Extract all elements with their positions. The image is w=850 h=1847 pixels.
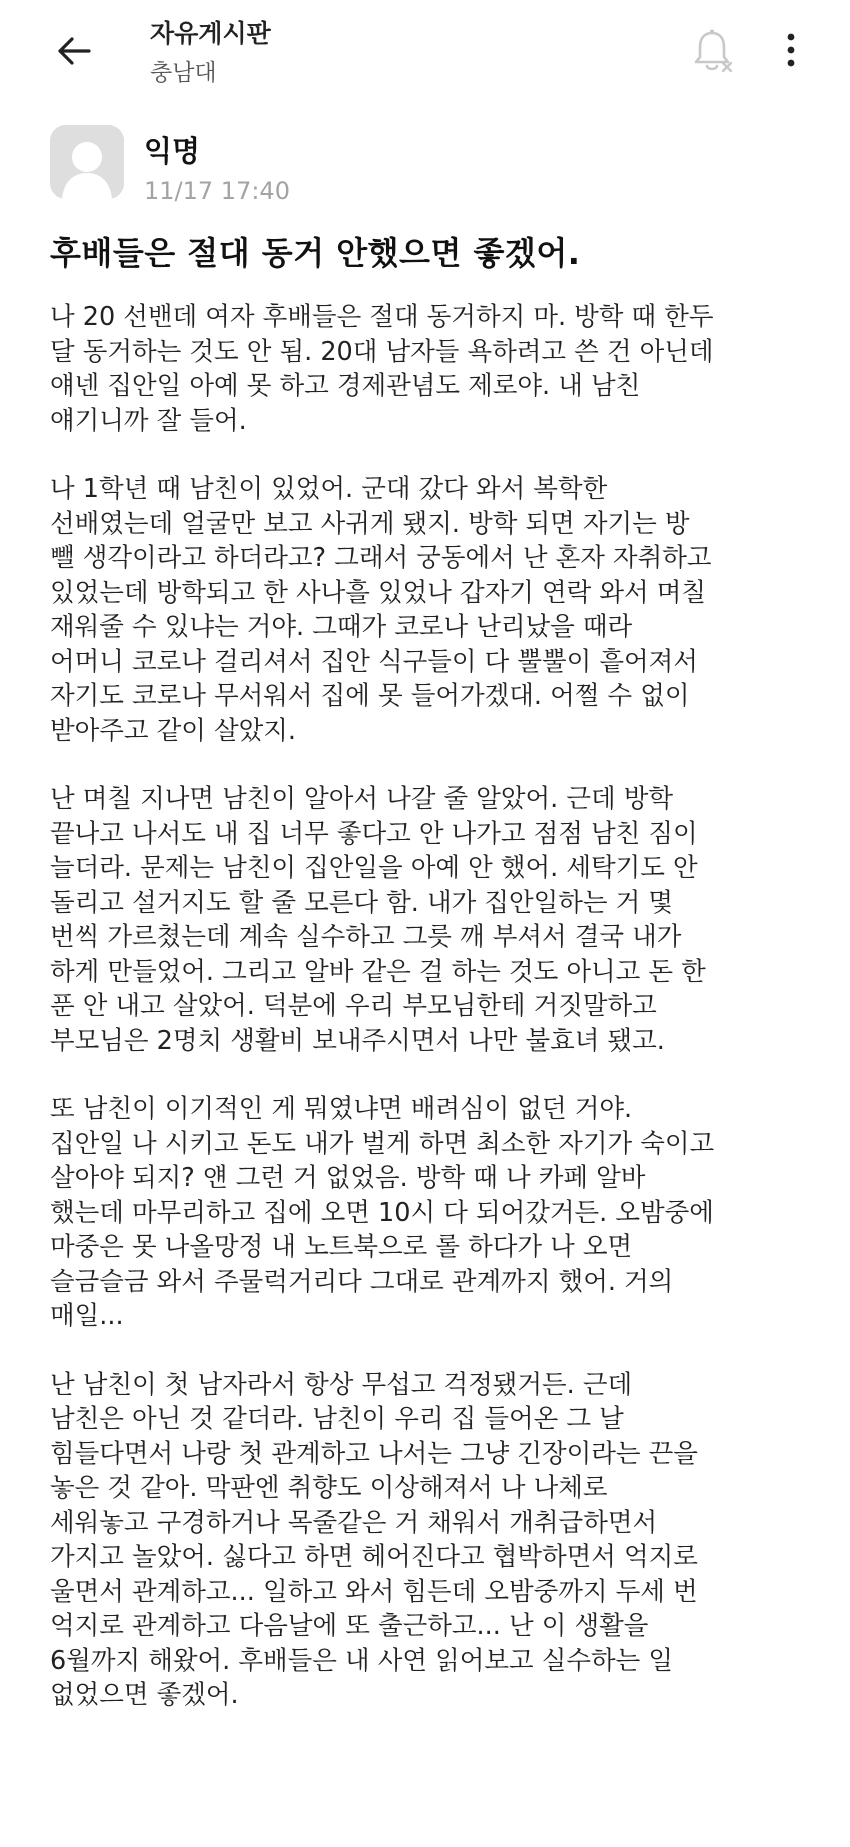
body-line: 나 1학년 때 남친이 있었어. 군대 갔다 와서 복학한 (50, 474, 608, 504)
body-line: 세워놓고 구경하거나 목줄같은 거 채워서 개취급하면서 (50, 1507, 658, 1538)
app-header (0, 0, 850, 100)
board-title: 자유게시판 (150, 19, 271, 48)
body-line: 늘더라. 문제는 남친이 집안일을 아예 안 했어. 세탁기도 안 (50, 853, 698, 883)
body-line: 힘들다면서 나랑 첫 관계하고 나서는 그냥 긴장이라는 끈을 (50, 1438, 698, 1469)
avatar (50, 125, 124, 199)
back-button[interactable] (44, 24, 104, 78)
body-line: 집안일 나 시키고 돈도 내가 벌게 하면 최소한 자기가 숙이고 (50, 1128, 715, 1159)
body-line: 울면서 관계하고... 일하고 와서 힘든데 오밤중까지 두세 번 (50, 1576, 698, 1607)
body-line: 있었는데 방학되고 한 사나흘 있었나 갑자기 연락 와서 며칠 (50, 577, 707, 608)
body-line: 마중은 못 나올망정 내 노트북으로 롤 하다가 나 오면 (50, 1232, 633, 1262)
anonymous-user-icon (50, 125, 124, 199)
body-line: 부모님은 2명치 생활비 보내주시면서 나만 불효녀 됐고. (50, 1025, 665, 1056)
body-line: 가지고 놀았어. 싫다고 하면 헤어진다고 협박하면서 억지로 (50, 1542, 698, 1572)
arrow-left-icon (57, 36, 91, 66)
notification-toggle-button[interactable] (684, 20, 744, 80)
body-line: 어머니 코로나 걸리셔서 집안 식구들이 다 뿔뿔이 흩어져서 (50, 646, 698, 677)
body-line: 푼 안 내고 살았어. 덕분에 우리 부모님한테 거짓말하고 (50, 991, 657, 1021)
body-line: 6월까지 해왔어. 후배들은 내 사연 읽어보고 실수하는 일 (50, 1645, 673, 1676)
body-line: 남친은 아닌 것 같더라. 남친이 우리 집 들어온 그 날 (50, 1404, 624, 1434)
school-name: 충남대 (150, 60, 217, 86)
body-line: 번씩 가르쳤는데 계속 실수하고 그릇 깨 부셔서 결국 내가 (50, 922, 682, 952)
body-line: 하게 만들었어. 그리고 알바 같은 걸 하는 것도 아니고 돈 한 (50, 956, 706, 987)
body-line: 끝나고 나서도 내 집 너무 좋다고 안 나가고 점점 남친 짐이 (50, 818, 698, 849)
post-paragraph (50, 782, 830, 1058)
post-body (50, 300, 830, 1747)
body-line: 난 남친이 첫 남자라서 항상 무섭고 걱정됐거든. 근데 (50, 1369, 633, 1400)
body-line: 매일... (50, 1301, 124, 1331)
body-line: 없었으면 좋겠어. (50, 1680, 239, 1710)
more-options-button[interactable] (766, 20, 816, 80)
post-paragraph (50, 472, 830, 748)
body-line: 했는데 마무리하고 집에 오면 10시 다 되어갔거든. 오밤중에 (50, 1197, 714, 1228)
post-author-info (50, 125, 750, 215)
body-line: 돌리고 설거지도 할 줄 모른다 함. 내가 집안일하는 거 몇 (50, 887, 673, 918)
body-line: 얘넨 집안일 아예 못 하고 경제관념도 제로야. 내 남친 (50, 371, 641, 401)
body-line: 억지로 관계하고 다음날에 또 출근하고... 난 이 생활을 (50, 1611, 649, 1641)
more-vertical-icon (786, 33, 796, 67)
body-line: 놓은 것 같아. 막판엔 취향도 이상해져서 나 나체로 (50, 1473, 608, 1503)
body-line: 또 남친이 이기적인 게 뭐였냐면 배려심이 없던 거야. (50, 1094, 633, 1124)
post-paragraph (50, 1368, 830, 1713)
post-timestamp: 11/17 17:40 (144, 177, 290, 205)
body-line: 슬금슬금 와서 주물럭거리다 그대로 관계까지 했어. 거의 (50, 1266, 674, 1297)
body-line: 뺄 생각이라고 하더라고? 그래서 궁동에서 난 혼자 자취하고 (50, 543, 712, 573)
body-line: 받아주고 같이 살았지. (50, 715, 297, 746)
body-line: 선배였는데 얼굴만 보고 사귀게 됐지. 방학 되면 자기는 방 (50, 508, 690, 539)
post-paragraph (50, 1092, 830, 1334)
body-line: 달 동거하는 것도 안 됨. 20대 남자들 욕하려고 쓴 건 아닌데 (50, 336, 714, 367)
bell-off-icon (692, 27, 736, 73)
body-line: 나 20 선밴데 여자 후배들은 절대 동거하지 마. 방학 때 한두 (50, 302, 714, 332)
body-line: 난 며칠 지나면 남친이 알아서 나갈 줄 알았어. 근데 방학 (50, 784, 673, 814)
body-line: 살아야 되지? 얜 그런 거 없었음. 방학 때 나 카페 알바 (50, 1163, 646, 1193)
post-paragraph (50, 300, 830, 438)
post-title: 후배들은 절대 동거 안했으면 좋겠어. (50, 234, 581, 272)
body-line: 얘기니까 잘 들어. (50, 405, 247, 436)
body-line: 재워줄 수 있냐는 거야. 그때가 코로나 난리났을 때라 (50, 612, 633, 642)
body-line: 자기도 코로나 무서워서 집에 못 들어가겠대. 어쩔 수 없이 (50, 681, 690, 711)
author-name: 익명 (144, 134, 201, 168)
